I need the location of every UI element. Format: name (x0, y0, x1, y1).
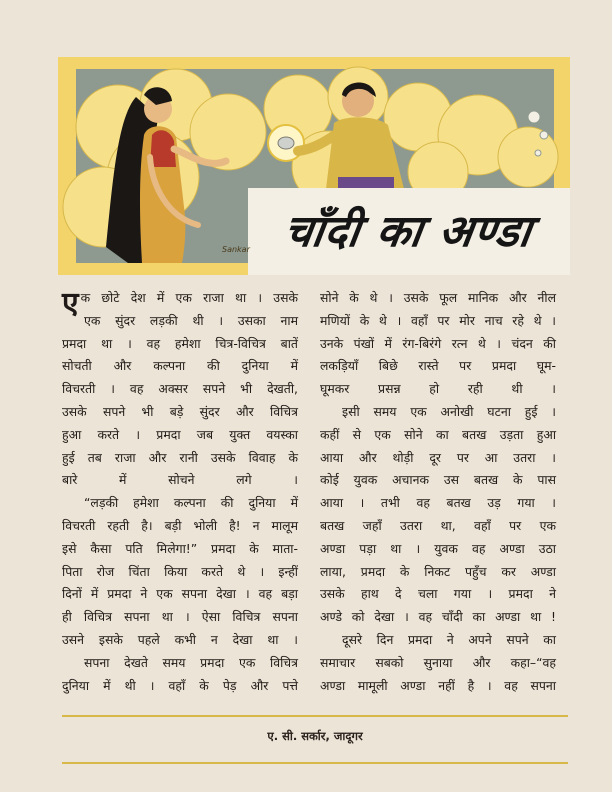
text-line: लाया, प्रमदा के निकट पहुँच कर अण्डा (320, 563, 556, 579)
text-line: दुनिया में थी । वहाँ के पेड़ और पत्ते (62, 677, 298, 693)
text-line: सपना देखते समय प्रमदा एक विचित्र (84, 654, 298, 670)
artist-signature: Sankar (222, 245, 250, 254)
footer-rule-top (62, 715, 568, 717)
paragraph (62, 492, 298, 652)
text-line: घूमकर प्रसन्न हो रही थी । (320, 381, 556, 397)
text-line: क छोटे देश में एक राजा था । उसके (80, 290, 298, 305)
footer-rule-bottom (62, 762, 568, 764)
text-line: लकड़ियाँ बिछे रास्ते पर प्रमदा घूम- (320, 358, 556, 374)
left-column (62, 287, 298, 697)
text-line: हुई तब राजा और रानी उसके विवाह के (62, 449, 298, 465)
text-line: उसके सपने भी बड़े सुंदर और विचित्र (62, 403, 298, 419)
text-line: हुआ करते । प्रमदा जब युक्त वयस्का (62, 426, 298, 442)
text-line: ही विचित्र सपना था । ऐसा विचित्र सपना (62, 609, 298, 625)
text-line: प्रमदा था । वह हमेशा चित्र-विचित्र बातें (62, 335, 298, 351)
text-line: सोचती और कल्पना की दुनिया में (62, 358, 298, 374)
paragraph (320, 401, 556, 629)
text-line: आया और थोड़ी दूर पर आ उतरा । (320, 449, 556, 465)
text-line: विचरती रहती है। बड़ी भोली है! न मालूम (62, 517, 298, 533)
paragraph (62, 287, 298, 492)
text-line: इसे कैसा पति मिलेगा!” प्रमदा के माता- (62, 540, 298, 556)
author-credit: ए. सी. सर्कार, जादूगर (267, 729, 363, 743)
paragraph (62, 652, 298, 698)
right-column (320, 287, 556, 697)
text-line: अण्डे को देखा । वह चाँदी का अण्डा था ! (320, 609, 556, 625)
text-line: उनके पंखों में रंग-बिरंगे रत्न थे । चंदन की (320, 335, 556, 351)
text-line: अण्डा पड़ा था । युवक वह अण्डा उठा (320, 540, 556, 556)
text-line: दूसरे दिन प्रमदा ने अपने सपने का (342, 631, 556, 647)
text-line: सोने के थे । उसके फूल मानिक और नील (320, 290, 556, 305)
text-line: कहीं से एक सोने का बतख उड़ता हुआ (320, 426, 556, 442)
text-line: समाचार सबको सुनाया और कहा–“वह (320, 654, 556, 670)
text-line: एक सुंदर लड़की थी । उसका नाम (84, 312, 298, 328)
text-line: बतख जहाँ उतरा था, वहाँ पर एक (320, 517, 556, 533)
text-line: मणियों के थे । वहाँ पर मोर नाच रहे थे । (320, 312, 556, 328)
text-line: दिनों में प्रमदा ने एक सपना देखा । वह बड़ा (62, 586, 298, 602)
paragraph (320, 287, 556, 401)
text-line: उसके हाथ दे चला गया । प्रमदा ने (320, 586, 556, 602)
text-line: इसी समय एक अनोखी घटना हुई । (342, 403, 556, 419)
text-line: उसने इसके पहले कभी न देखा था । (62, 631, 298, 647)
text-line: पिता रोज चिंता किया करते थे । इन्हीं (62, 563, 298, 579)
story-title: चाँदी का अण्डा (280, 206, 536, 257)
text-line: “लड़की हमेशा कल्पना की दुनिया में (84, 495, 298, 511)
text-line: बारे में सोचने लगे । (62, 472, 298, 488)
text-line: आया । तभी वह बतख उड़ गया । (320, 495, 556, 511)
text-line: अण्डा मामूली अण्डा नहीं है । वह सपना (320, 677, 556, 693)
text-line: विचरती । वह अक्सर सपने भी देखती, (62, 381, 298, 397)
paragraph (320, 629, 556, 697)
drop-cap: ए (62, 286, 79, 321)
text-line: कोई युवक अचानक उस बतख के पास (320, 472, 556, 488)
